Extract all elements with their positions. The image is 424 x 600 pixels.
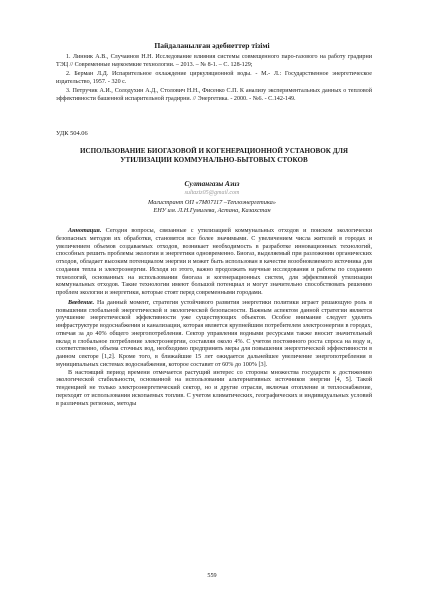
article-title: ИСПОЛЬЗОВАНИЕ БИОГАЗОВОЙ И КОГЕНЕРАЦИОННОЙ УСТАНОВОК ДЛЯ УТИЛИЗАЦИИ КОММУНАЛЬНО-БЫТОВЫХ СТОКОВ (80, 147, 348, 164)
annotation-text: Сегодня вопросы, связанные с утилизацией коммунальных отходов и поиском экологически безопасных методов их обработки, становятся все более значимыми. С увеличением числа жителей в городах и увеличением объемов создаваемых отходов, возникает необходимость в разработке инновационных технологий, способных решить проблемы экологии и энергетики одновременно. Биогаз, выделяемый при разложении органических отходов, обладает высоким потенциалом энергии и может быть использован в качестве возобновляемого источника для создания тепла и электроэнергии. Исходя из этого, важно продолжать научные исследования и работы по созданию технологий, основанных на использовании биогаза и когенерационных систем, для эффективной утилизации коммунальных отходов. Такие технологии имеют большой потенциал и могут значительно способствовать решению проблем экологии и энергетики, которые стоят перед современными городами. (56, 228, 372, 296)
introduction-paragraph (56, 300, 372, 370)
annotation-paragraph (56, 228, 372, 298)
author-name: Султангазы Азиз (184, 180, 240, 188)
references-heading: Пайдаланылған әдебиеттер тізімі (154, 41, 270, 50)
reference-item: 3. Петручик А.И., Солодухин А.Д., Столович Н.Н., Фисенко С.П. К анализу экспериментальных данных о тепловой эффективности башенной испарительной градирни. // Энергетика. - 2000. - №6. - С.142-149. (56, 88, 372, 102)
page-number: 559 (207, 572, 217, 579)
annotation-lead: Аннотация. (68, 228, 102, 234)
introduction-lead: Введение. (68, 299, 95, 306)
reference-item: 2. Берман Л.Д. Испарительное охлаждение циркуляционной воды. - М.- Л.: Государственное энергетическое издательство, 1957. - 320 с. (56, 71, 372, 85)
body-paragraph: В настоящий период времени отмечается растущий интерес со стороны множества государств к достижению экологической стабильности, основанной на использовании альтернативных источников энергии [4, 5]. Такой тенденцией не только электроэнергетический сектор, но и другие отрасли, включая отопление и теплоснабжение, переходят от использования ископаемых топлив. С учетом климатических, географических и индивидуальных условий в различных регионах, методы (56, 369, 372, 407)
introduction-text: На данный момент, стратегия устойчивого развития энергетики политики играет решающую роль в повышении глобальной энергетической и экологической безопасности. Важным аспектом данной стратегии является улучшение энергетической эффективности уже существующих объектов. Особое внимание следует уделить инфраструктуре водоснабжения и канализации, которая является крупнейшим потребителем электроэнергии в городах, отвечая за до 40% общего энергопотребления. Сектор управления водными ресурсами также вносит значительный вклад в глобальное потребление электроэнергии, составляя около 4%. С учетом постоянного роста спроса на воду и, соответственно, объема сточных вод, необходимо предпринять меры для повышения энергетической эффективности в данном секторе [1,2]. Кроме того, в ближайшие 15 лет ожидается дальнейшее увеличение энергопотребления в муниципальных системах водоснабжения, которое составит от 60% до 100% [3]. (56, 299, 372, 368)
author-affiliation (0, 199, 424, 216)
author-email: sultaziz05@gmail.com (184, 190, 240, 196)
reference-item: 1. Линник А.В., Случаинов Н.Н. Исследование влияния системы совмещенного паро-газового на работу градирни ТЭЦ // Современные наукоемкие технологии. – 2013. – № 8-1. – С. 128-129; (56, 54, 372, 68)
references-list (56, 54, 372, 105)
affiliation-program: Магистрант ОП «7М07117 –Теплоэнергетика» (148, 199, 276, 206)
affiliation-university: ЕНУ им. Л.Н.Гумилева, Астана, Казахстан (153, 207, 271, 215)
article-body (56, 228, 372, 408)
udc-code: УДК 504.06 (56, 130, 88, 137)
